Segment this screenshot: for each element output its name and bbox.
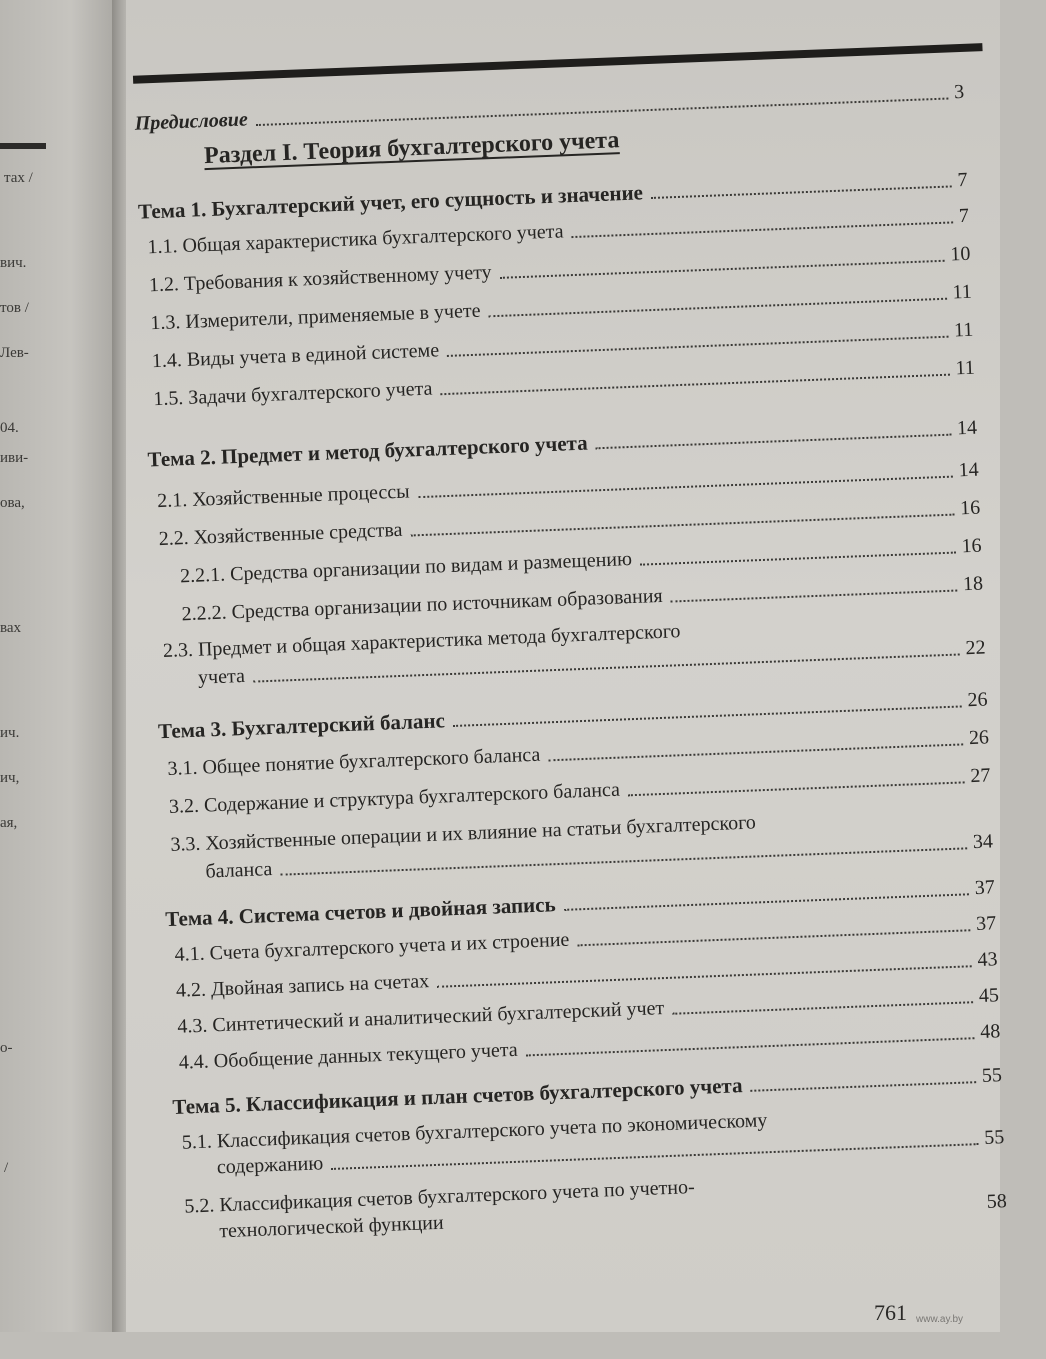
- left-text-fragment: тов /: [0, 300, 29, 316]
- item-label-line1: 5.2. Классификация счетов бухгалтерского учета по учетно-: [183, 1176, 696, 1218]
- section-title: Раздел I. Теория бухгалтерского учета: [203, 127, 620, 170]
- item-page: 37: [975, 912, 997, 936]
- item-label: 4.4. Обобщение данных текущего учета: [178, 1038, 519, 1074]
- item-page: 16: [961, 534, 982, 558]
- page-number: 761: [874, 1300, 907, 1325]
- item-label: 1.2. Требования к хозяйственному учету: [148, 261, 492, 297]
- dot-leader: [253, 652, 960, 682]
- item-label-line1: 3.3. Хозяйственные операции и их влияние на статьи бухгалтерского: [170, 811, 757, 856]
- topic-entry: [172, 1063, 1002, 1119]
- item-label-line2: учета: [197, 664, 246, 689]
- watermark: www.ay.by: [916, 1314, 964, 1325]
- left-text-fragment: 04.: [0, 420, 19, 436]
- item-label: 2.2.1. Средства организации по видам и размещению: [179, 547, 633, 588]
- item-page: 7: [958, 204, 970, 228]
- table-of-contents: [121, 0, 1045, 1359]
- item-label-line2: баланса: [205, 858, 273, 883]
- dot-leader: [751, 1080, 977, 1092]
- dot-leader: [672, 1000, 973, 1015]
- item-label-line1: 5.1. Классификация счетов бухгалтерского учета по экономическому: [181, 1109, 768, 1154]
- item-label: 4.3. Синтетический и аналитический бухгалтерский учет: [177, 997, 665, 1038]
- item-label: 1.4. Виды учета в единой системе: [151, 339, 440, 373]
- left-text-fragment: ая,: [0, 815, 18, 831]
- item-page: 58: [986, 1190, 1008, 1213]
- topic-page: 55: [981, 1064, 1003, 1087]
- dot-leader: [437, 964, 972, 988]
- dot-leader: [628, 780, 965, 796]
- topic-page: 26: [967, 688, 988, 712]
- dot-leader: [256, 97, 949, 127]
- item-page: 18: [962, 572, 984, 596]
- dot-leader: [548, 742, 963, 761]
- topic-title: Тема 2. Предмет и метод бухгалтерского учета: [147, 430, 589, 472]
- item-label: 3.2. Содержание и структура бухгалтерского баланса: [168, 778, 621, 818]
- item-page: 22: [965, 636, 986, 660]
- item-page: 27: [969, 764, 991, 788]
- item-label: 3.1. Общее понятие бухгалтерского баланса: [167, 743, 541, 780]
- dot-leader: [651, 184, 952, 199]
- topic-page: 37: [974, 876, 996, 900]
- item-page: 43: [977, 948, 998, 972]
- topic-title: Тема 5. Классификация и план счетов бухгалтерского учета: [172, 1073, 743, 1120]
- left-text-fragment: вич.: [0, 255, 27, 271]
- item-page: 16: [959, 496, 981, 520]
- item-label: 4.1. Счета бухгалтерского учета и их строение: [174, 928, 570, 966]
- dot-leader: [572, 220, 954, 238]
- left-text-fragment: /: [4, 1160, 9, 1176]
- dot-leader: [441, 373, 950, 396]
- preface-entry: [134, 80, 964, 136]
- item-label: 1.5. Задачи бухгалтерского учета: [152, 377, 433, 411]
- preface-label: Предисловие: [134, 108, 249, 135]
- item-label: 1.3. Измерители, применяемые в учете: [150, 299, 481, 335]
- item-label-line2: содержанию: [216, 1152, 324, 1179]
- dot-leader: [500, 259, 945, 279]
- left-text-fragment: ич,: [0, 770, 20, 786]
- item-label: 2.2. Хозяйственные средства: [158, 518, 403, 551]
- item-label: 2.2.2. Средства организации по источникам образования: [181, 584, 664, 626]
- dot-leader: [577, 928, 970, 946]
- item-page: 11: [952, 280, 973, 304]
- dot-leader: [331, 1142, 978, 1170]
- item-label-line2: технологической функции: [218, 1211, 444, 1243]
- topic-title: Тема 4. Система счетов и двойная запись: [164, 892, 557, 932]
- topic-page: 14: [956, 416, 978, 440]
- dot-leader: [280, 846, 967, 875]
- left-text-fragment: вах: [0, 620, 22, 636]
- item-page: 11: [953, 318, 974, 342]
- header-rule: [133, 43, 983, 84]
- topic-title: Тема 1. Бухгалтерский учет, его сущность и значение: [137, 180, 644, 224]
- dot-leader: [418, 475, 953, 499]
- item-page: 55: [983, 1126, 1005, 1149]
- dot-leader: [564, 892, 969, 911]
- dot-leader: [596, 433, 952, 450]
- dot-leader: [671, 589, 958, 603]
- item-page: 11: [955, 356, 976, 380]
- item-page: 14: [958, 458, 980, 482]
- dot-leader: [411, 513, 955, 537]
- item-page: 10: [949, 242, 971, 266]
- item-page: 34: [972, 830, 994, 854]
- item-label: 2.1. Хозяйственные процессы: [156, 480, 410, 513]
- dot-leader: [447, 335, 948, 357]
- item-label: 1.1. Общая характеристика бухгалтерского учета: [147, 220, 564, 259]
- dot-leader: [640, 551, 956, 566]
- dot-leader: [453, 704, 962, 727]
- item-page: 45: [978, 984, 1000, 1007]
- left-text-fragment: ова,: [0, 495, 25, 511]
- left-page-rule: [0, 143, 46, 149]
- item-label-line1: 2.3. Предмет и общая характеристика метода бухгалтерского: [162, 620, 681, 663]
- preface-page: 3: [953, 80, 965, 104]
- topic-title: Тема 3. Бухгалтерский баланс: [157, 708, 446, 744]
- left-text-fragment: тах /: [4, 170, 33, 186]
- left-text-fragment: Лев-: [0, 345, 29, 361]
- dot-leader: [489, 297, 947, 318]
- left-text-fragment: ич.: [0, 725, 20, 741]
- right-page: [126, 0, 1008, 1332]
- item-page: 48: [979, 1020, 1001, 1043]
- item-label: 4.2. Двойная запись на счетах: [175, 970, 430, 1002]
- dot-leader: [452, 1208, 981, 1229]
- topic-page: 7: [957, 168, 968, 192]
- dot-leader: [526, 1036, 975, 1056]
- item-page: 26: [968, 726, 990, 750]
- left-page-edge: [0, 0, 118, 1332]
- left-text-fragment: иви-: [0, 450, 29, 466]
- left-text-fragment: о-: [0, 1040, 13, 1056]
